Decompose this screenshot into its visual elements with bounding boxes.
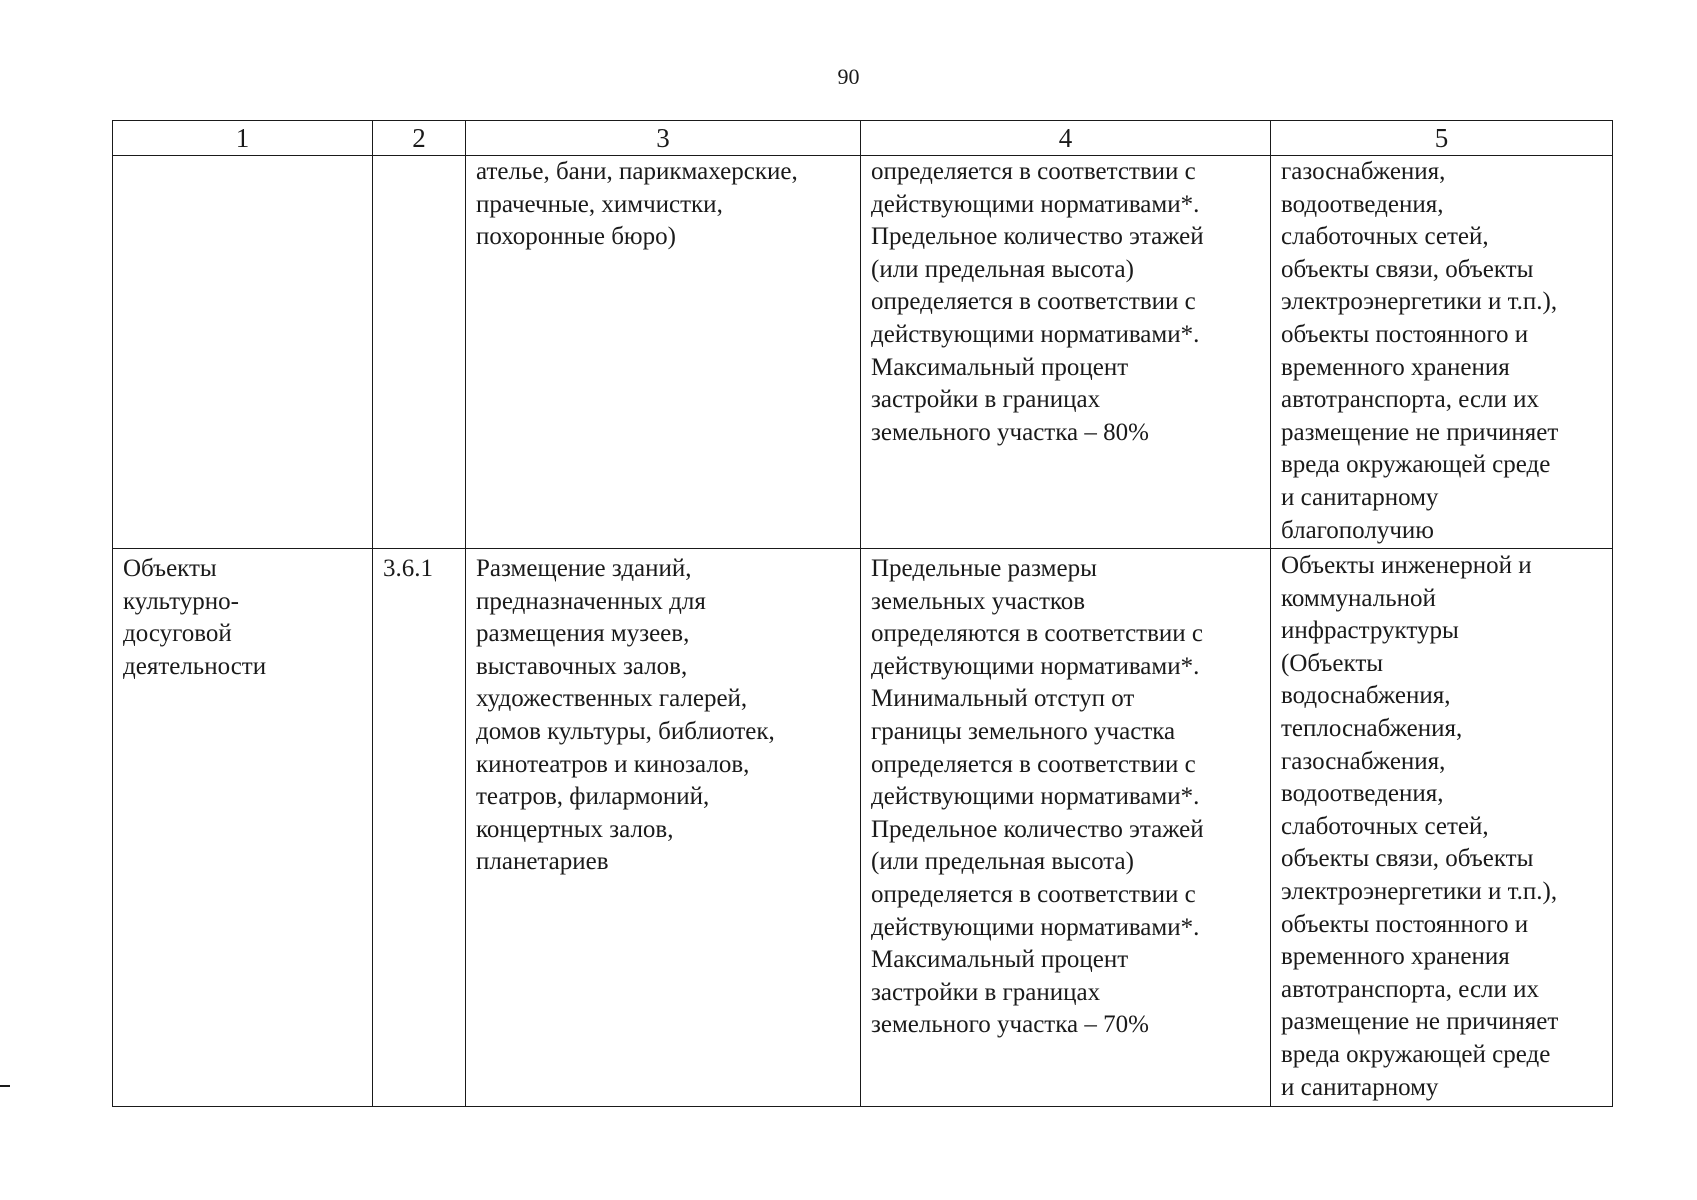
use-type-code-cell: 3.6.1: [373, 549, 466, 1107]
table-header-row: [113, 121, 1613, 156]
table-row: [113, 156, 1613, 549]
auxiliary-uses-cell: газоснабжения, водоотведения, слаботочных сетей, объекты связи, объекты электроэнергетики и т.п.), объекты постоянного и временного хранения автотранспорта, если их размещение не причиняет вреда окружающей среде и санитарному благополучию: [1271, 156, 1613, 549]
use-type-code-cell: [373, 156, 466, 549]
land-use-table: [112, 120, 1613, 1107]
construction-parameters-cell: Предельные размеры земельных участков определяются в соответствии с действующими нормативами*. Минимальный отступ от границы земельного участка определяется в соответствии с действующими нормативами*. Предельное количество этажей (или предельная высота) определяется в соответствии с действующими нормативами*. Максимальный процент застройки в границах земельного участка – 70%: [861, 549, 1271, 1107]
column-number-1: 1: [113, 121, 373, 156]
auxiliary-uses-cell: Объекты инженерной и коммунальной инфраструктуры (Объекты водоснабжения, теплоснабжения, газоснабжения, водоотведения, слаботочных сетей, объекты связи, объекты электроэнергетики и т.п.), объекты постоянного и временного хранения автотранспорта, если их размещение не причиняет вреда окружающей среде и санитарному: [1271, 549, 1613, 1107]
page-number: 90: [837, 64, 860, 89]
use-type-name-cell: [113, 156, 373, 549]
table-row: [113, 549, 1613, 1107]
construction-parameters-cell: определяется в соответствии с действующими нормативами*. Предельное количество этажей (или предельная высота) определяется в соответствии с действующими нормативами*. Максимальный процент застройки в границах земельного участка – 80%: [861, 156, 1271, 549]
column-number-5: 5: [1271, 121, 1613, 156]
column-number-4: 4: [861, 121, 1271, 156]
use-type-name-cell: Объекты культурно- досуговой деятельности: [113, 549, 373, 1107]
use-description-cell: ателье, бани, парикмахерские, прачечные, химчистки, похоронные бюро): [466, 156, 861, 549]
use-description-cell: Размещение зданий, предназначенных для размещения музеев, выставочных залов, художественных галерей, домов культуры, библиотек, кинотеатров и кинозалов, театров, филармоний, концертных залов, планетариев: [466, 549, 861, 1107]
column-number-2: 2: [373, 121, 466, 156]
margin-mark: [0, 1085, 10, 1087]
column-number-3: 3: [466, 121, 861, 156]
